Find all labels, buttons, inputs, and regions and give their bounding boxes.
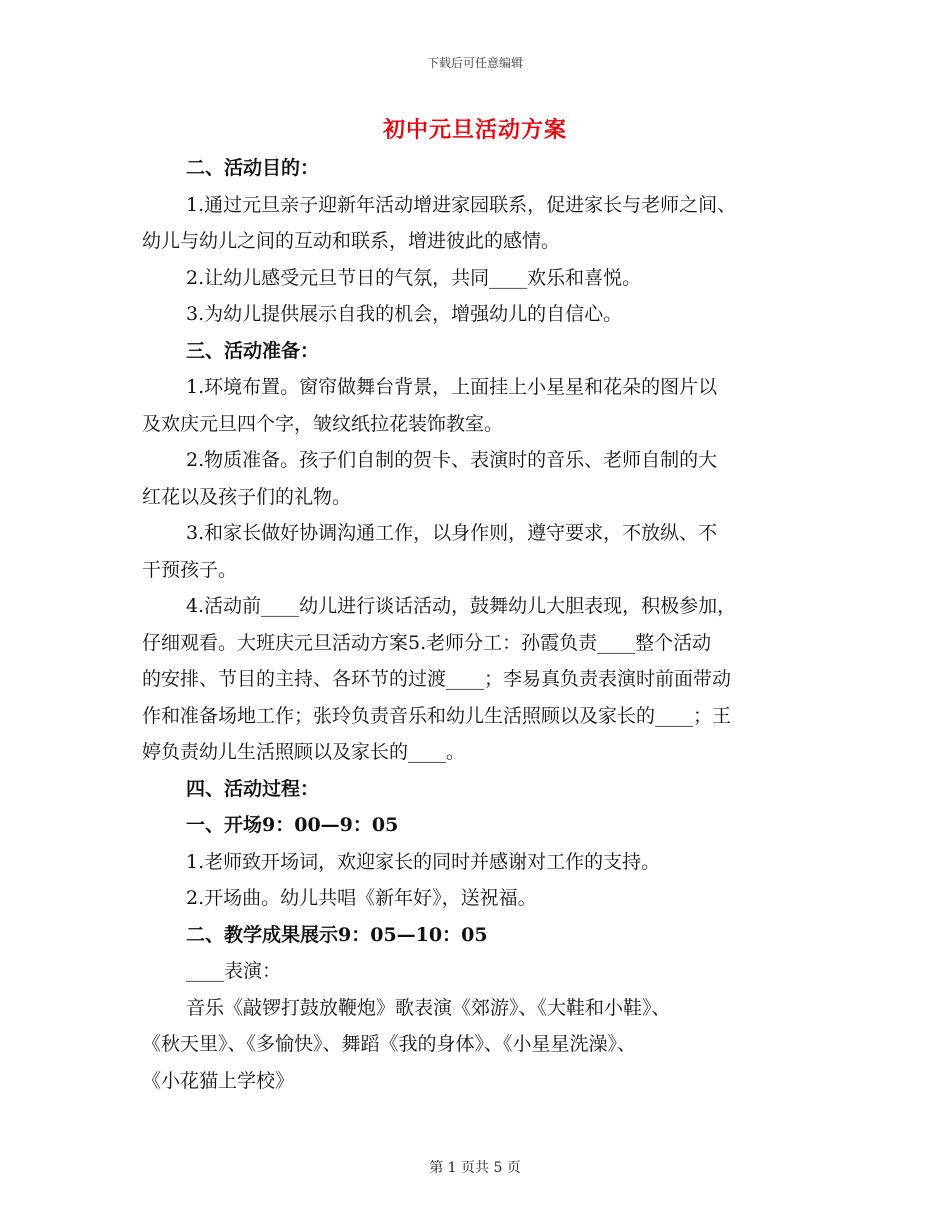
- page-footer: 第 1 页共 5 页: [429, 1160, 521, 1176]
- document-title: 初中元旦活动方案: [382, 117, 567, 143]
- paragraph-line: 《秋天里》、《多愉快》、舞蹈《我的身体》、《小星星洗澡》、: [142, 1033, 637, 1055]
- paragraph-line: 婷负责幼儿生活照顾以及家长的____。: [142, 741, 466, 763]
- paragraph-line: 幼儿与幼儿之间的互动和联系，增进彼此的感情。: [142, 230, 561, 252]
- paragraph-line: 及欢庆元旦四个字，皱纹纸拉花装饰教室。: [142, 412, 504, 435]
- paragraph-line: 红花以及孩子们的礼物。: [142, 485, 352, 508]
- paragraph-line: 2.开场曲。幼儿共唱《新年好》，送祝福。: [186, 887, 537, 909]
- paragraph-line: ____表演：: [186, 960, 282, 982]
- paragraph-line: 作和准备场地工作；张玲负责音乐和幼儿生活照顾以及家长的____；王: [142, 704, 732, 727]
- paragraph-line: 1.通过元旦亲子迎新年活动增进家园联系，促进家长与老师之间、: [186, 193, 737, 216]
- section-heading-process: 四、活动过程：: [186, 777, 320, 800]
- paragraph-line: 的安排、节目的主持、各环节的过渡____；李易真负责表演时前面带动: [142, 668, 732, 690]
- paragraph-line: 音乐《敲锣打鼓放鞭炮》歌表演《郊游》、《大鞋和小鞋》、: [186, 996, 671, 1019]
- section-heading-preparation: 三、活动准备：: [186, 339, 320, 362]
- section-heading-objectives: 二、活动目的：: [186, 157, 320, 179]
- paragraph-line: 2.让幼儿感受元旦节日的气氛，共同____欢乐和喜悦。: [186, 266, 642, 289]
- paragraph-line: 4.活动前____幼儿进行谈话活动，鼓舞幼儿大胆表现，积极参加，: [186, 595, 737, 617]
- subsection-heading-opening: 一、开场9：00—9：05: [186, 814, 399, 836]
- subsection-heading-showcase: 二、教学成果展示9：05—10：05: [186, 923, 488, 946]
- paragraph-line: 《小花猫上学校》: [142, 1069, 295, 1092]
- paragraph-line: 仔细观看。大班庆元旦活动方案5.老师分工：孙霞负责____整个活动: [142, 631, 712, 654]
- paragraph-line: 干预孩子。: [142, 558, 238, 581]
- paragraph-line: 1.环境布置。窗帘做舞台背景，上面挂上小星星和花朵的图片以: [186, 376, 718, 398]
- paragraph-line: 1.老师致开场词，欢迎家长的同时并感谢对工作的支持。: [186, 850, 661, 873]
- paragraph-line: 3.和家长做好协调沟通工作，以身作则，遵守要求，不放纵、不: [186, 522, 718, 544]
- paragraph-line: 2.物质准备。孩子们自制的贺卡、表演时的音乐、老师自制的大: [186, 449, 718, 471]
- header-note: 下载后可任意编辑: [426, 56, 523, 70]
- document-body: [142, 150, 812, 1099]
- paragraph-line: 3.为幼儿提供展示自我的机会，增强幼儿的自信心。: [186, 303, 623, 325]
